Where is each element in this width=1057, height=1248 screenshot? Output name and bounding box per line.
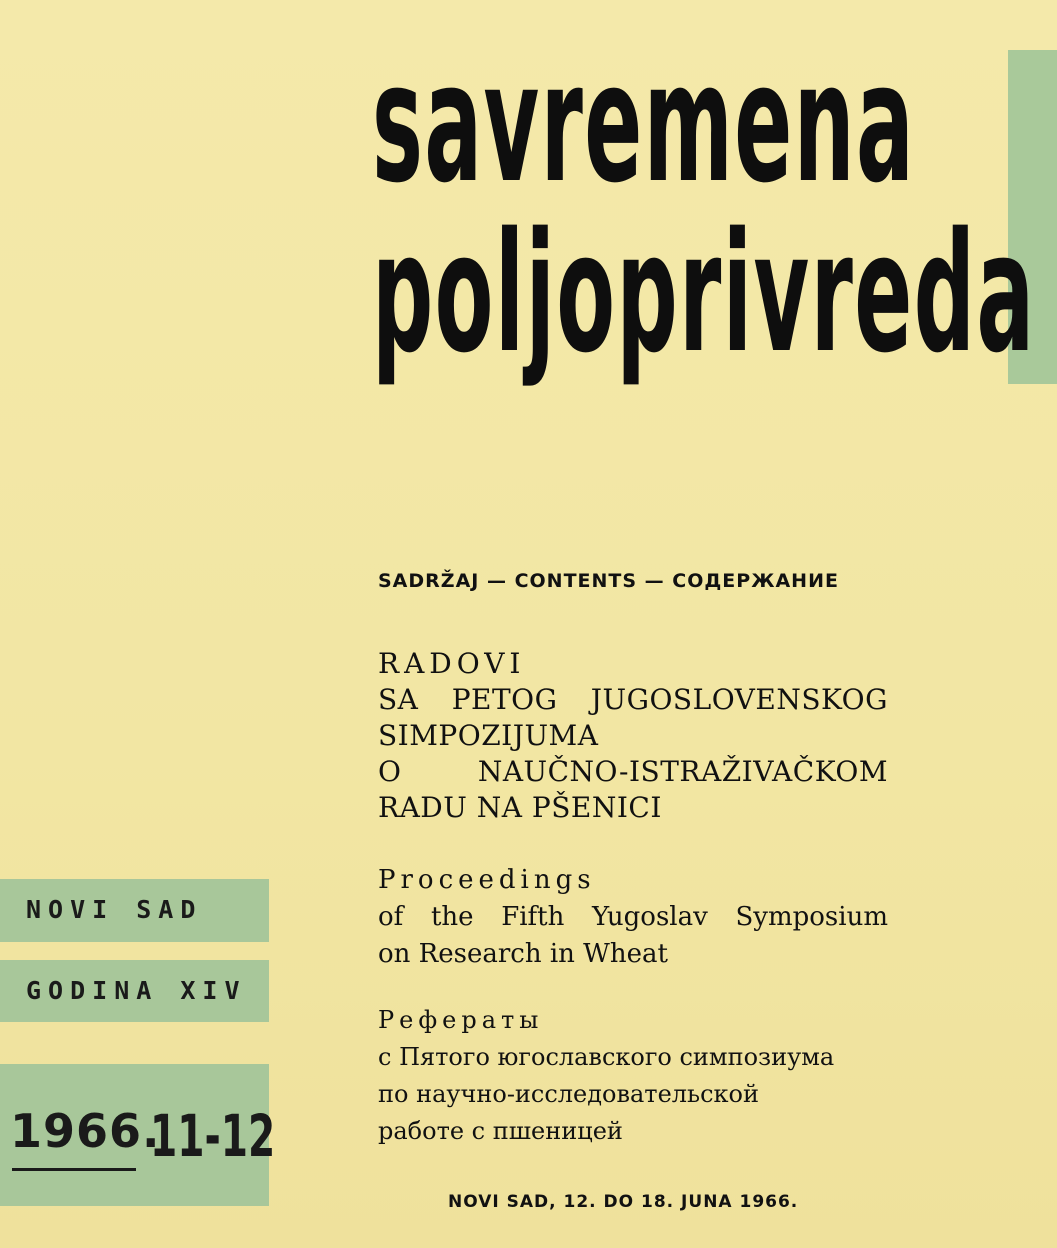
symposium-dates: NOVI SAD, 12. DO 18. JUNA 1966. [448,1192,799,1212]
english-line-3: on Research in Wheat [378,939,668,969]
place-label: NOVI SAD [26,895,203,924]
serbian-line-1: RADOVI [378,647,526,680]
year-label: 1966. [10,1104,161,1158]
journal-title-line2: poljoprivreda [372,197,1036,390]
journal-title-line1: savremena [372,27,916,220]
english-word: Yugoslav [592,902,708,932]
russian-line-4: работе с пшеницей [378,1117,623,1145]
volume-label: GODINA XIV [26,976,247,1005]
volume-tag [0,960,269,1022]
russian-line-3: по научно-исследовательской [378,1080,759,1108]
serbian-title-block [378,646,898,826]
english-word: of [378,902,404,932]
english-word: the [430,902,474,932]
russian-title-block [378,1002,898,1150]
serbian-line-3: SIMPOZIJUMA [378,719,599,752]
russian-line-1: Рефераты [378,1006,544,1034]
english-line-2 [378,899,888,936]
serbian-word: SA [378,683,419,716]
serbian-word: PETOG [451,683,558,716]
english-word: Symposium [735,902,888,932]
contents-heading: SADRŽAJ — CONTENTS — СОДЕРЖАНИЕ [378,570,839,592]
serbian-line-5: RADU NA PŠENICI [378,791,662,824]
serbian-word: JUGOSLOVENSKOG [590,683,888,716]
place-tag [0,879,269,942]
english-title-block [378,862,898,973]
issue-tag [0,1064,276,1206]
issue-number: 11-12 [150,1102,276,1170]
serbian-line-2 [378,682,888,718]
year-underline [12,1168,136,1171]
serbian-line-4 [378,754,888,790]
english-word: Fifth [501,902,565,932]
serbian-word: O [378,755,402,788]
russian-line-2: с Пятого югославского симпозиума [378,1043,835,1071]
english-line-1: Proceedings [378,865,596,895]
serbian-word: NAUČNO-ISTRAŽIVAČKOM [477,755,888,788]
